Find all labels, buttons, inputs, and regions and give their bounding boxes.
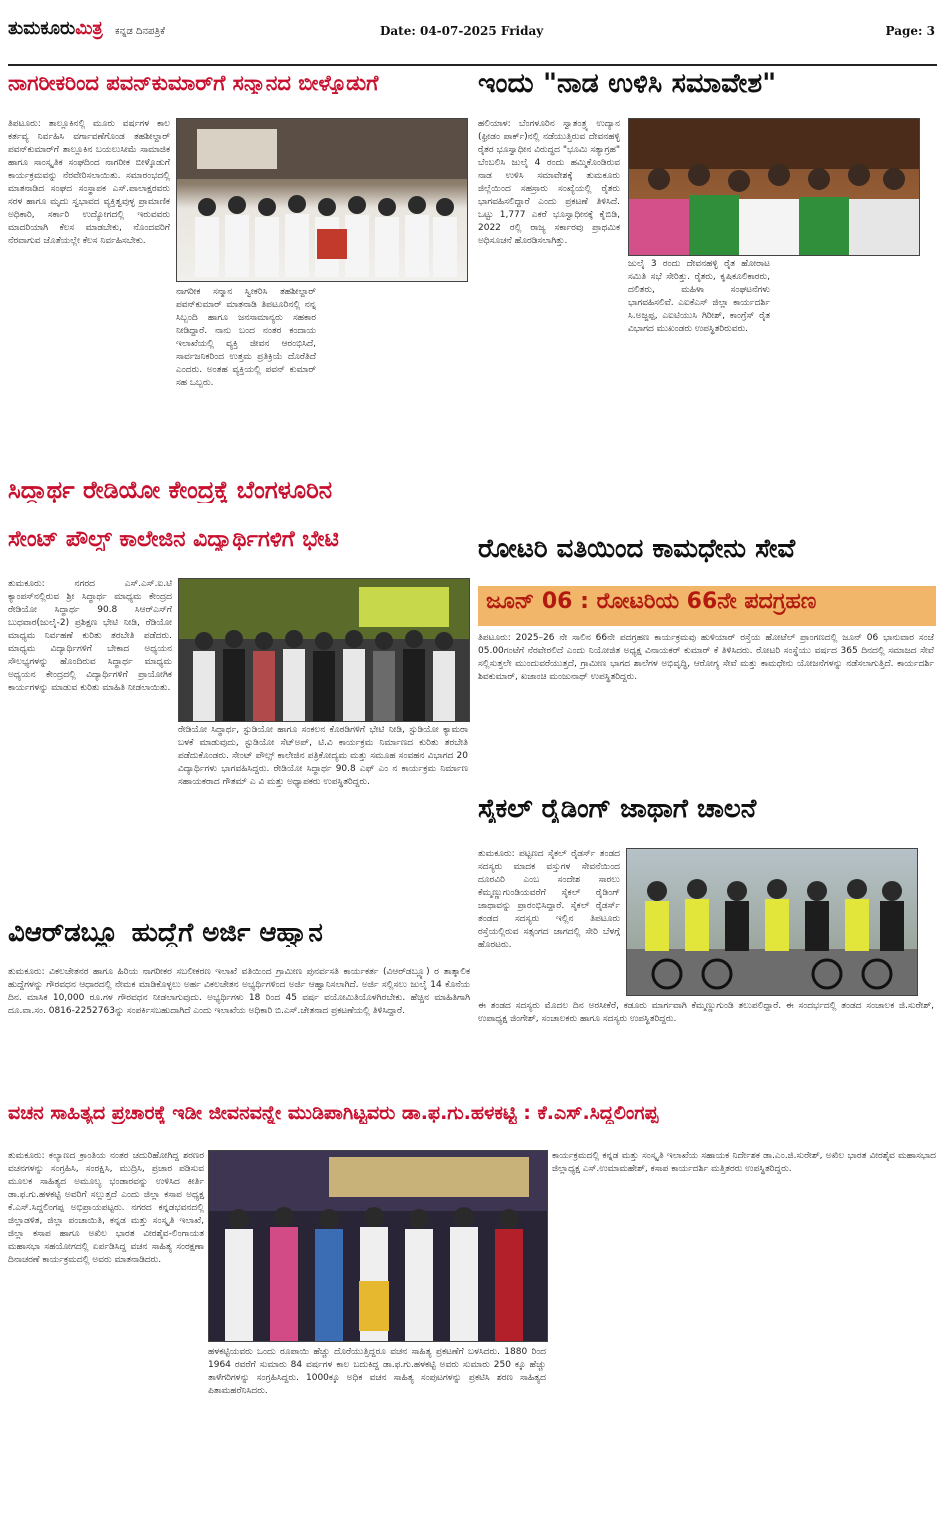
article-rotary-body: ತಿಪಟೂರು: 2025–26 ನೇ ಸಾಲಿನ 66ನೇ ಪದಗ್ರಹಣ ಕಾರ್ಯಕ್ರಮವು ಹುಳಿಯಾರ್ ರಸ್ತೆಯ ಹೋಟೆಲ್ ಪ್ರಾಂಗಣದಲ್ಲಿ ಜೂನ್ 06 ಭಾನುವಾರ ಸಂಜೆ 05.00ಗಂಟೆಗೆ ನೆರವೇರಲಿದೆ ಎಂದು ನಿಯೋಜಿತ ಅಧ್ಯಕ್ಷ ವಿನಾಯಕರ್ ಕುಮಾರ್ ಕೆ ತಿಳಿಸಿದರು. ರೋಟರಿ ಸಂಸ್ಥೆಯು ವರ್ಷದ 365 ದಿನದಲ್ಲಿ ಸಮಾಜದ ಸೇವೆ ಸಲ್ಲಿಸುತ್ತಲೇ ಮುಂದುವರೆಯುತ್ತದೆ, ಗ್ರಾಮೀಣ ಭಾಗದ ಶಾಲೆಗಳ ಅಭಿವೃದ್ಧಿ, ಆರೋಗ್ಯ ಸೇವೆ ಮತ್ತು ಕಾಮಧೇನು ಯೋಜನೆಗಳನ್ನು ನಡೆಸಲಾಗುತ್ತಿದೆ. ಕಾರ್ಯದರ್ಶಿ ಶಿವಕುಮಾರ್, ಖಜಾಂಚಿ ಮಂಜುನಾಥ್ ಉಪಸ್ಥಿತರಿದ್ದರು. (478, 633, 934, 683)
article-nada-body-1: ಹಲಿಯಾಳ: ಬೆಂಗಳೂರಿನ ಸ್ವಾತಂತ್ರ್ಯ ಉದ್ಯಾನ (ಫ್ರೀಡಂ ಪಾರ್ಕ್)ನಲ್ಲಿ ನಡೆಯುತ್ತಿರುವ ದೇವನಹಳ್ಳಿ ರೈತರ ಭೂಸ್ವಾಧೀನ ವಿರುದ್ಧದ "ಭೂಮಿ ಸತ್ಯಾಗ್ರಹ" ಬೆಂಬಲಿಸಿ ಜುಲೈ 4 ರಂದು ಹಮ್ಮಿಕೊಂಡಿರುವ ನಾಡ ಉಳಿಸಿ ಸಮಾವೇಶಕ್ಕೆ ತುಮಕೂರು ಜಿಲ್ಲೆಯಿಂದ ಸಹಸ್ರಾರು ಸಂಖ್ಯೆಯಲ್ಲಿ ರೈತರು ಭಾಗವಹಿಸಲಿದ್ದಾರೆ ಎಂದು ಪ್ರಕಟಣೆ ತಿಳಿಸಿದೆ. ಒಟ್ಟು 1,777 ಎಕರೆ ಭೂಸ್ವಾಧೀನಕ್ಕೆ ಕೈಬಿಡಿ, 2022 ರಲ್ಲಿ ರಾಜ್ಯ ಸರ್ಕಾರವು ಪ್ರಾಥಮಿಕ ಅಧಿಸೂಚನೆ ಹೊರಡಿಸಲಾಗಿತ್ತು. (478, 119, 620, 247)
photo-felicitation (176, 118, 468, 282)
article-vachana-body-1: ತುಮಕೂರು: ಕಲ್ಯಾಣದ ಕ್ರಾಂತಿಯ ನಂತರ ಚದುರಿಹೋಗಿದ್ದ ಶರಣರ ವಚನಗಳನ್ನು ಸಂಗ್ರಹಿಸಿ, ಸಂರಕ್ಷಿಸಿ, ಮುದ್ರಿಸಿ, ಪ್ರಚಾರ ಪಡಿಸುವ ಮೂಲಕ ಸಾಹಿತ್ಯದ ಅಮೂಲ್ಯ ಭಂಡಾರವನ್ನು ಉಳಿಸಿದ ಕೀರ್ತಿ ಡಾ.ಫ.ಗು.ಹಳಕಟ್ಟಿ ಅವರಿಗೆ ಸಲ್ಲುತ್ತದೆ ಎಂದು ಜಿಲ್ಲಾ ಕಸಾಪ ಅಧ್ಯಕ್ಷ ಕೆ.ಎಸ್.ಸಿದ್ದಲಿಂಗಪ್ಪ ಅಭಿಪ್ರಾಯಪಟ್ಟರು. ನಗರದ ಕನ್ನಡಭವನದಲ್ಲಿ ಜಿಲ್ಲಾಡಳಿತ, ಜಿಲ್ಲಾ ಪಂಚಾಯಿತಿ, ಕನ್ನಡ ಮತ್ತು ಸಂಸ್ಕೃತಿ ಇಲಾಖೆ, ಜಿಲ್ಲಾ ಕಸಾಪ ಹಾಗೂ ಅಖಿಲ ಭಾರತ ವೀರಶೈವ-ಲಿಂಗಾಯತ ಮಹಾಸಭಾ ಸಹಯೋಗದಲ್ಲಿ ಏರ್ಪಡಿಸಿದ್ದ ವಚನ ಸಾಹಿತ್ಯ ಸಂರಕ್ಷಣಾ ದಿನಾಚರಣೆ ಕಾರ್ಯಕ್ರಮದಲ್ಲಿ ಅವರು ಮಾತನಾಡಿದರು. (8, 1151, 204, 1266)
photo-nada-illustration (629, 119, 919, 255)
article-siddhartha-body-1: ತುಮಕೂರು: ನಗರದ ಎಸ್.ಎಸ್.ಐ.ಟಿ ಕ್ಯಾಂಪಸ್‌ನಲ್ಲಿರುವ ಶ್ರೀ ಸಿದ್ಧಾರ್ಥ ಮಾಧ್ಯಮ ಕೇಂದ್ರದ ರೇಡಿಯೋ ಸಿದ್ಧಾರ್ಥ 90.8 ಸಿಆರ್‌ಎಸ್‌ಗೆ ಬುಧವಾರ(ಜುಲೈ-2) ಪ್ರಶಿಕ್ಷಣ ಭೇಟಿ ನೀಡಿ, ರೆಡಿಯೋ ಮಾಧ್ಯಮ ನಿರ್ವಹಣೆ ಕುರಿತು ತರಬೇತಿ ಪಡೆದರು. ಮಾಧ್ಯಮ ವಿದ್ಯಾರ್ಥಿಗಳಿಗೆ ಬೇಕಾದ ಅಧ್ಯಯನ ಸೌಲಭ್ಯಗಳನ್ನು ಹೊಂದಿರುವ ಸಿದ್ಧಾರ್ಥ ಮಾಧ್ಯಮ ಅಧ್ಯಯನ ಕೇಂದ್ರದಲ್ಲಿ ವಿದ್ಯಾರ್ಥಿಗಳಿಗೆ ಪ್ರಾಯೋಗಿಕ ಕಾರ್ಯಗಳನ್ನು ಮಾಡುವ ಕುರಿತು ಮಾಹಿತಿ ನೀಡಲಾಯಿತು. (8, 579, 172, 694)
article-vachana-body-2: ಹಳಕಟ್ಟಿಯವರು ಒಂದು ರೂಪಾಯಿ ಹೆಚ್ಚು ದೊರೆಯುತ್ತಿದ್ದರೂ ವಚನ ಸಾಹಿತ್ಯ ಪ್ರಕಟಣೆಗೆ ಬಳಸಿದರು. 1880 ರಿಂದ 1964 ರವರೆಗೆ ಸುಮಾರು 84 ವರ್ಷಗಳ ಕಾಲ ಬದುಕಿದ್ದ ಡಾ.ಫ.ಗು.ಹಳಕಟ್ಟಿ ಅವರು ಸುಮಾರು 250 ಕ್ಕೂ ಹೆಚ್ಚು ತಾಳೆಗರಿಗಳನ್ನು ಸಂಗ್ರಹಿಸಿದ್ದರು. 1000ಕ್ಕೂ ಅಧಿಕ ವಚನ ಸಾಹಿತ್ಯ ಸಂಪುಟಗಳನ್ನು ಪ್ರಕಟಿಸಿ ಶರಣ ಸಾಹಿತ್ಯದ ಪಿತಾಮಹರೆನಿಸಿದರು. (208, 1347, 546, 1397)
page-number: Page: 3 (885, 24, 935, 38)
article-vachana-body-3: ಕಾರ್ಯಕ್ರಮದಲ್ಲಿ ಕನ್ನಡ ಮತ್ತು ಸಂಸ್ಕೃತಿ ಇಲಾಖೆಯ ಸಹಾಯಕ ನಿರ್ದೇಶಕ ಡಾ.ಎಂ.ಜಿ.ಸುರೇಶ್, ಅಖಿಲ ಭಾರತ ವೀರಶೈವ ಮಹಾಸಭಾದ ಜಿಲ್ಲಾಧ್ಯಕ್ಷ ಎಸ್.ಉಮಾಮಹೇಶ್, ಕಸಾಪ ಕಾರ್ಯದರ್ಶಿ ಮತ್ತಿತರರು ಉಪಸ್ಥಿತರಿದ್ದರು. (552, 1151, 936, 1175)
masthead (8, 4, 937, 66)
newspaper-logo (8, 18, 165, 39)
issue-date: Date: 04-07-2025 Friday (380, 24, 544, 38)
photo-felicitation-illustration (177, 119, 467, 281)
photo-cycle-illustration (627, 849, 917, 995)
headline-siddhartha-line1: ಸಿದ್ಧಾರ್ಥ ರೇಡಿಯೋ ಕೇಂದ್ರಕ್ಕೆ ಬೆಂಗಳೂರಿನ (8, 478, 333, 504)
headline-rotary-kamadhenu: ರೋಟರಿ ವತಿಯಿಂದ ಕಾಮಧೇನು ಸೇವೆ (478, 536, 796, 564)
article-cycle-body-1: ತುಮಕೂರು: ಪಟ್ಟಣದ ಸೈಕಲ್ ರೈಡರ್ಸ್ ತಂಡದ ಸದಸ್ಯರು ಮಾದಕ ವಸ್ತುಗಳ ಸೇವನೆಯಿಂದ ದೂರವಿರಿ ಎಂಬ ಸಂದೇಶ ಸಾರಲು ಕೆಮ್ಮಣ್ಣುಗುಂಡಿಯವರೆಗೆ ಸೈಕಲ್ ರೈಡಿಂಗ್ ಜಾಥಾವನ್ನು ಪ್ರಾರಂಭಿಸಿದ್ದಾರೆ. ಸೈಕಲ್ ರೈಡರ್ಸ್ ತಂಡದ ಸದಸ್ಯರು ಇಲ್ಲಿನ ತಿಪಟೂರು ರಸ್ತೆಯಲ್ಲಿರುವ ಸತ್ಸಂಗದ ಜಾಗದಲ್ಲಿ ಸೇರಿ ಬೆಳಗ್ಗೆ ಹೊರಟರು. (478, 849, 620, 951)
article-pavan-body-1: ತಿಪಟೂರು: ತಾಲ್ಲೂಕಿನಲ್ಲಿ ಮೂರು ವರ್ಷಗಳ ಕಾಲ ಕರ್ತವ್ಯ ನಿರ್ವಹಿಸಿ ವರ್ಗಾವಣೆಗೊಂಡ ತಹಶೀಲ್ದಾರ್ ಪವನ್‌ಕುಮಾರ್‌ಗೆ ತಾಲ್ಲೂಕಿನ ಬಯಲುಸೀಮೆ ಸಾಮಾಜಿಕ ಹಾಗೂ ಸಾಂಸ್ಕೃತಿಕ ಸಂಘದಿಂದ ನಾಗರೀಕ ಬೀಳ್ಕೊಡುಗೆ ಕಾರ್ಯಕ್ರಮವನ್ನು ನೆರವೇರಿಸಲಾಯಿತು. ಸಮಾರಂಭದಲ್ಲಿ ಮಾತನಾಡಿದ ಸಂಘದ ಸಂಸ್ಥಾಪಕ ಎಸ್.ಪಾಲಾಕ್ಷರವರು ಸರಳ ಹಾಗೂ ಮೃದು ಸ್ವಭಾವದ ವ್ಯಕ್ತಿತ್ವವುಳ್ಳ ಪ್ರಾಮಾಣಿಕ ಅಧಿಕಾರಿ, ಸರ್ಕಾರಿ ಉದ್ಯೋಗದಲ್ಲಿ ಇರುವವರು ಮಾದರಿಯಾಗಿ ಕೆಲಸ ಮಾಡಬೇಕು, ನೊಂದವರಿಗೆ ನೆರವಾಗುವ ಜೊತೆಯಲ್ಲೇ ಕೆಲಸ ನಿರ್ವಹಿಸಬೇಕು. (8, 119, 170, 247)
article-siddhartha-body-2: ರೇಡಿಯೋ ಸಿದ್ಧಾರ್ಥ, ಸ್ಟುಡಿಯೋ ಹಾಗೂ ಸಂಕಲನ ಕೊಠಡಿಗಳಿಗೆ ಭೇಟಿ ನೀಡಿ, ಸ್ಟುಡಿಯೋ ಕ್ಯಾಮರಾ ಬಳಕೆ ಮಾಡುವುದು, ಸ್ಟುಡಿಯೋ ಸೆಟ್‌ಅಪ್, ಟಿ.ವಿ ಕಾರ್ಯಕ್ರಮ ನಿರ್ಮಾಣದ ಕುರಿತು ತರಬೇತಿ ಪಡೆದುಕೊಂಡರು. ಸೇಂಟ್ ಪೌಲ್ಸ್ ಕಾಲೇಜಿನ ಪತ್ರಿಕೋದ್ಯಮ ಮತ್ತು ಸಮೂಹ ಸಂವಹನ ವಿಭಾಗದ 20 ವಿದ್ಯಾರ್ಥಿಗಳು ಭಾಗವಹಿಸಿದ್ದರು. ರೇಡಿಯೋ ಸಿದ್ಧಾರ್ಥ 90.8 ಎಫ್ ಎಂ ನ ಕಾರ್ಯಕ್ರಮ ನಿರ್ಮಾಣ ಸಹಾಯಕರಾದ ಗೌತಮ್ ಎ ವಿ ಮತ್ತು ಅಧ್ಯಾಪಕರು ಉಪಸ್ಥಿತರಿದ್ದರು. (178, 725, 468, 788)
tagline: ಕನ್ನಡ ದಿನಪತ್ರಿಕೆ (115, 26, 166, 37)
headline-pavan-kumar: ನಾಗರೀಕರಿಂದ ಪವನ್‌ಕುಮಾರ್‌ಗೆ ಸನ್ಮಾನದ ಬೀಳ್ಕೊಡುಗೆ (8, 72, 379, 95)
photo-cycle-rally (626, 848, 918, 996)
photo-nada-meeting (628, 118, 920, 256)
logo-red: ಮಿತ್ರ (75, 18, 103, 39)
article-pavan-body-2: ನಾಗರೀಕ ಸನ್ಮಾನ ಸ್ವೀಕರಿಸಿ ತಹಶೀಲ್ದಾರ್ ಪವನ್‌ಕುಮಾರ್ ಮಾತನಾಡಿ ತಿಪಟೂರಿನಲ್ಲಿ ನನ್ನ ಸಿಬ್ಬಂದಿ ಹಾಗೂ ಜನಸಾಮಾನ್ಯರು ಸಹಕಾರ ನೀಡಿದ್ದಾರೆ. ನಾನು ಬಂದ ನಂತರ ಕಂದಾಯ ಇಲಾಖೆಯಲ್ಲಿ ವ್ಯಕ್ತಿ ಜೀವನ ಆರಂಭಿಸಿದೆ, ಸಾರ್ವಜನಿಕರಿಂದ ಉತ್ತಮ ಪ್ರತಿಕ್ರಿಯೆ ದೊರೆತಿದೆ ಎಂದರು. ಅಂತಹ ವ್ಯಕ್ತಿಯಲ್ಲಿ ಪವನ್ ಕುಮಾರ್ ಸಹ ಒಬ್ಬರು. (176, 287, 316, 389)
logo-black: ತುಮಕೂರು (8, 18, 76, 39)
headline-vrw-application: ವಿಆರ್‌ಡಬ್ಲ್ಯೂ ಹುದ್ದೆಗೆ ಅರ್ಜಿ ಆಹ್ವಾನ (8, 920, 323, 948)
photo-students-illustration (179, 579, 469, 721)
article-vrw-body: ತುಮಕೂರು: ವಿಕಲಚೇತನರ ಹಾಗೂ ಹಿರಿಯ ನಾಗರೀಕರ ಸಬಲೀಕರಣ ಇಲಾಖೆ ವತಿಯಿಂದ ಗ್ರಾಮೀಣ ಪುನರ್ವಸತಿ ಕಾರ್ಯಕರ್ತ (ವಿಆರ್‌ಡಬ್ಲ್ಯೂ) ರ ತಾತ್ಕಾಲಿಕ ಹುದ್ದೆಗಳನ್ನು ಗೌರವಧನ ಆಧಾರದಲ್ಲಿ ನೇಮಕ ಮಾಡಿಕೊಳ್ಳಲು ಅರ್ಹ ವಿಕಲಚೇತನ ಅಭ್ಯರ್ಥಿಗಳಿಂದ ಅರ್ಜಿ ಆಹ್ವಾನಿಸಲಾಗಿದೆ. ಅರ್ಜಿ ಸಲ್ಲಿಸಲು ಜುಲೈ 14 ಕೊನೆಯ ದಿನ. ಮಾಸಿಕ 10,000 ರೂ.ಗಳ ಗೌರವಧನ ನೀಡಲಾಗುವುದು. ಅಭ್ಯರ್ಥಿಗಳು 18 ರಿಂದ 45 ವರ್ಷ ವಯೋಮಿತಿಯೊಳಗಿರಬೇಕು. ಹೆಚ್ಚಿನ ಮಾಹಿತಿಗಾಗಿ ದೂ.ವಾ.ಸಂ. 0816-2252763ನ್ನು ಸಂಪರ್ಕಿಸಬಹುದಾಗಿದೆ ಎಂದು ಇಲಾಖೆಯ ಅಧಿಕಾರಿ ಬಿ.ಎಸ್.ಚೇತನಾದ ಪ್ರಕಟಣೆಯಲ್ಲಿ ತಿಳಿಸಿದ್ದಾರೆ. (8, 967, 470, 1017)
article-cycle-body-2: ಈ ತಂಡದ ಸದಸ್ಯರು ಮೊದಲ ದಿನ ಅರಸೀಕೆರೆ, ಕಡೂರು ಮಾರ್ಗವಾಗಿ ಕೆಮ್ಮಣ್ಣುಗುಂಡಿ ತಲುಪಲಿದ್ದಾರೆ. ಈ ಸಂದರ್ಭದಲ್ಲಿ ತಂಡದ ಸಂಚಾಲಕ ಜಿ.ಸುರೇಶ್, ಉಪಾಧ್ಯಕ್ಷ ಜಿಂಗೇಶ್, ಸಂಚಾಲಕರು ಹಾಗೂ ಸದಸ್ಯರು ಉಪಸ್ಥಿತರಿದ್ದರು. (478, 1001, 934, 1025)
headline-nada-ulisi: ಇಂದು "ನಾಡ ಉಳಿಸಿ ಸಮಾವೇಶ" (478, 70, 777, 99)
article-nada-body-2: ಜುಲೈ 3 ರಂದು ದೇವನಹಳ್ಳಿ ರೈತ ಹೋರಾಟ ಸಮಿತಿ ಸಭೆ ಸೇರಿತ್ತು. ರೈತರು, ಕೃಷಿಕೂಲಿಕಾರರು, ದಲಿತರು, ಮಹಿಳಾ ಸಂಘಟನೆಗಳು ಭಾಗವಹಿಸಲಿವೆ. ಎಐಕೆಎಸ್ ಜಿಲ್ಲಾ ಕಾರ್ಯದರ್ಶಿ ಸಿ.ಅಜ್ಜಪ್ಪ, ಎಐಟಿಯುಸಿ ಗಿರೀಶ್, ಕಾಂಗ್ರೆಸ್ ರೈತ ವಿಭಾಗದ ಮುಖಂಡರು ಉಪಸ್ಥಿತರಿರುವರು. (628, 259, 770, 335)
photo-vachana-illustration (209, 1151, 547, 1341)
photo-vachana-event (208, 1150, 548, 1342)
headline-cycle-rally: ಸೈಕಲ್ ರೈಡಿಂಗ್ ಜಾಥಾಗೆ ಚಾಲನೆ (478, 796, 757, 824)
headline-vachana-sahitya: ವಚನ ಸಾಹಿತ್ಯದ ಪ್ರಚಾರಕ್ಕೆ ಇಡೀ ಜೀವನವನ್ನೇ ಮುಡಿಪಾಗಿಟ್ಟವರು ಡಾ.ಫ.ಗು.ಹಳಕಟ್ಟಿ : ಕೆ.ಎಸ್.ಸಿದ್ದಲಿಂಗಪ್ಪ (8, 1104, 659, 1124)
photo-students-radio (178, 578, 470, 722)
headline-siddhartha-line2: ಸೇಂಟ್ ಪೌಲ್ಸ್ ಕಾಲೇಜಿನ ವಿದ್ಯಾರ್ಥಿಗಳಿಗೆ ಭೇಟಿ (8, 528, 339, 552)
headline-rotary-66: ಜೂನ್ 06 : ರೋಟರಿಯ 66ನೇ ಪದಗ್ರಹಣ (478, 586, 936, 626)
